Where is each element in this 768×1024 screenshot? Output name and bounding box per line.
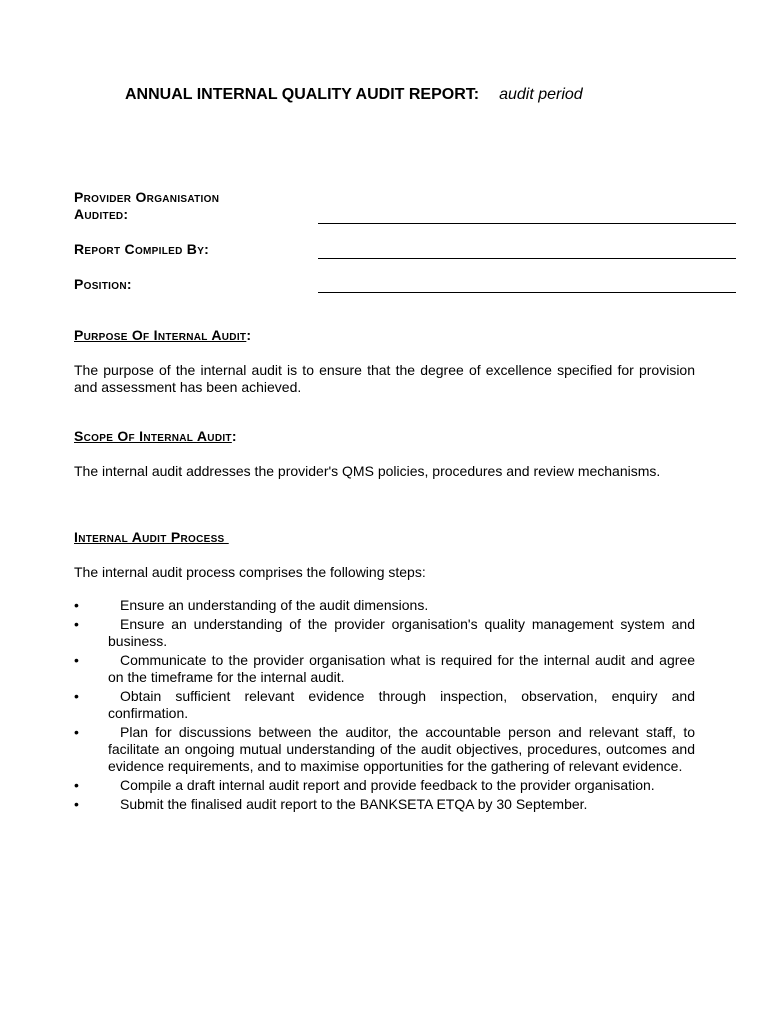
bullet-icon: • — [74, 615, 79, 632]
bullet-icon: • — [74, 777, 79, 793]
process-steps-list — [74, 597, 695, 814]
step-text: Plan for discussions between the auditor, the accountable person and relevant staff, to facilitate an ongoing mutual understanding of the audit objectives, procedures, outcomes and evidence requirements, and to maximise opportunities for the gathering of relevant evidence. — [108, 723, 695, 775]
list-item — [74, 616, 695, 651]
bullet-icon: • — [74, 795, 79, 812]
purpose-paragraph: The purpose of the internal audit is to ensure that the degree of excellence specified for provision and assessment has been achieved. — [74, 362, 695, 395]
purpose-heading-colon: : — [246, 327, 252, 343]
report-title — [125, 86, 583, 104]
list-item — [74, 652, 695, 687]
provider-organisation-field[interactable] — [318, 223, 736, 224]
position-field[interactable] — [318, 292, 736, 293]
step-text: Ensure an understanding of the audit dimensions. — [120, 597, 429, 613]
bullet-icon: • — [74, 687, 79, 704]
scope-heading — [74, 428, 237, 444]
step-text: Submit the finalised audit report to the BANKSETA ETQA by 30 September. — [120, 795, 588, 812]
step-text: Communicate to the provider organisation what is required for the internal audit and agree on the timeframe for the internal audit. — [108, 651, 695, 685]
step-text: Ensure an understanding of the provider organisation's quality management system and business. — [108, 615, 695, 649]
report-title-main: ANNUAL INTERNAL QUALITY AUDIT REPORT: — [125, 86, 480, 103]
report-compiled-by-label: Report Compiled By: — [74, 241, 210, 257]
process-intro: The internal audit process comprises the following steps: — [74, 564, 426, 580]
scope-paragraph: The internal audit addresses the provider's QMS policies, procedures and review mechanisms. — [74, 463, 661, 479]
list-item — [74, 777, 695, 794]
list-item — [74, 688, 695, 723]
bullet-icon: • — [74, 651, 79, 668]
position-label: Position: — [74, 276, 132, 292]
audit-period-placeholder: audit period — [499, 86, 583, 103]
bullet-icon: • — [74, 723, 79, 740]
purpose-heading-text: Purpose Of Internal Audit — [74, 327, 247, 343]
purpose-heading — [74, 327, 251, 343]
step-text: Obtain sufficient relevant evidence through inspection, observation, enquiry and confirmation. — [108, 687, 695, 721]
scope-heading-text: Scope Of Internal Audit — [74, 428, 232, 444]
step-text: Compile a draft internal audit report and provide feedback to the provider organisation. — [120, 777, 655, 793]
list-item — [74, 796, 695, 813]
provider-organisation-label-line2: Audited: — [74, 206, 129, 222]
scope-heading-colon: : — [231, 428, 237, 444]
list-item — [74, 724, 695, 776]
provider-organisation-label — [74, 189, 219, 223]
process-heading — [74, 529, 229, 545]
report-compiled-by-field[interactable] — [318, 258, 736, 259]
bullet-icon: • — [74, 597, 79, 613]
provider-organisation-label-line1: Provider Organisation — [74, 189, 220, 205]
list-item — [74, 597, 695, 614]
process-heading-text: Internal Audit Process — [74, 529, 229, 545]
